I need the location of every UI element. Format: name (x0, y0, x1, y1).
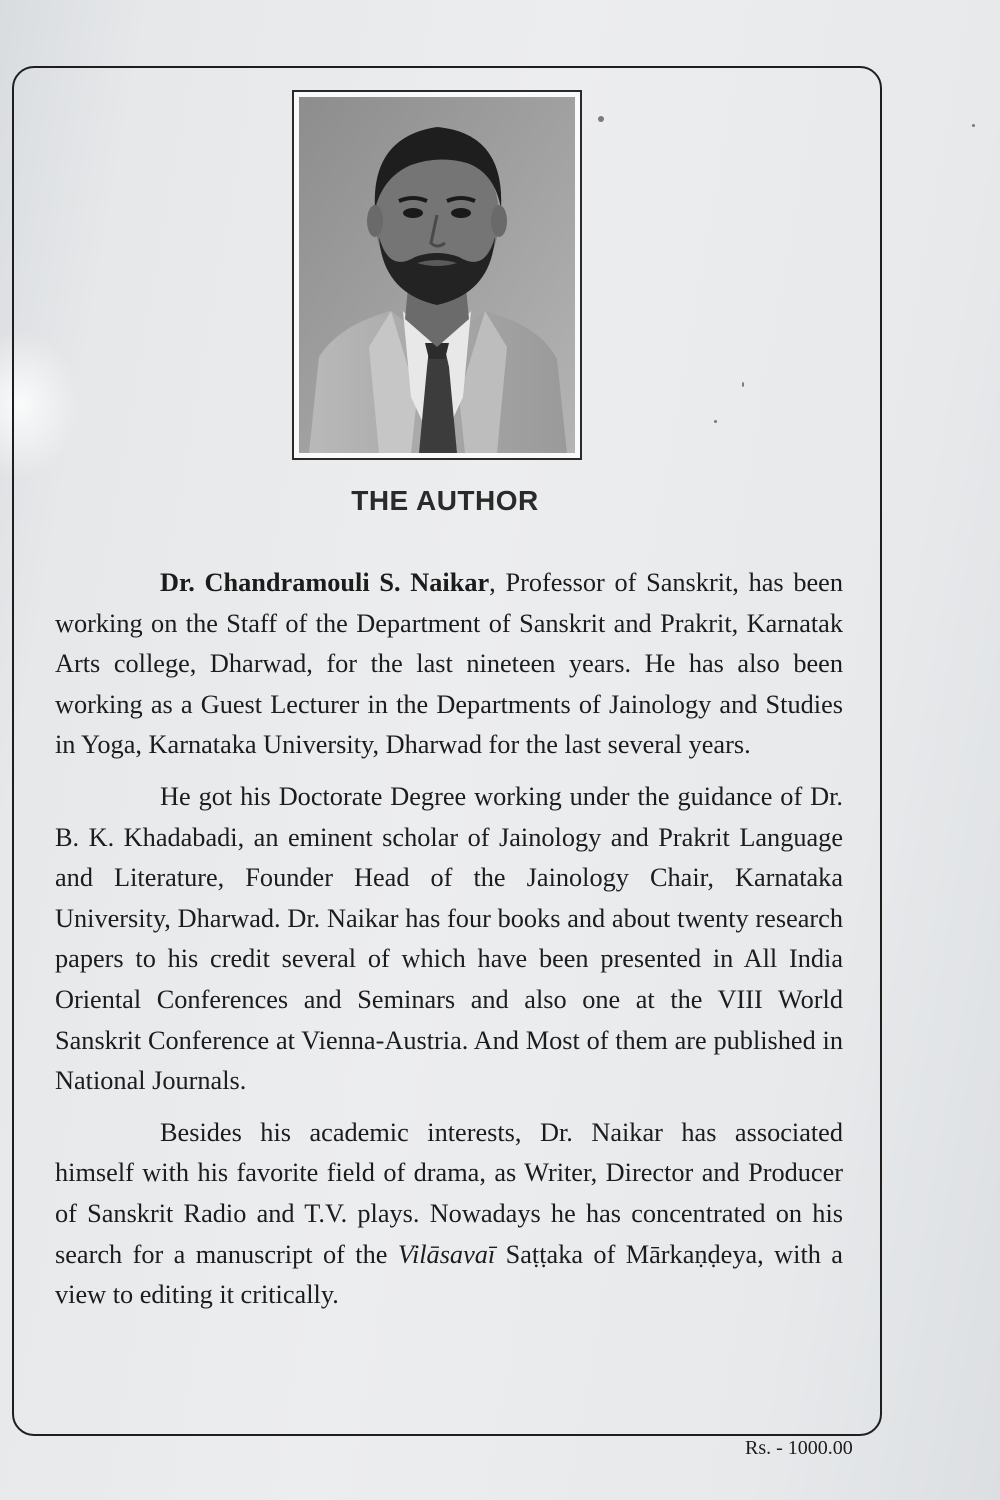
bio-paragraph-3-text-start: Besides his academic interests, Dr. Naikar has associated himself with his favorite field of drama, as Writer, Director and Producer of Sanskrit Radio and T.V. plays. Nowadays he has concentrated on his search for a manuscript of the (55, 1117, 843, 1269)
print-speck (742, 382, 744, 387)
author-biography (55, 563, 843, 1316)
section-heading: THE AUTHOR (351, 485, 539, 516)
print-speck (972, 124, 975, 127)
print-speck (598, 116, 604, 122)
bio-paragraph-3 (55, 1113, 843, 1316)
bio-paragraph-2: He got his Doctorate Degree working under the guidance of Dr. B. K. Khadabadi, an eminent scholar of Jainology and Prakrit Language and Literature, Founder Head of the Jainology Chair, Karnataka University, Dharwad. Dr. Naikar has four books and about twenty research papers to his credit several of which have been presented in All India Oriental Conferences and Seminars and also one at the VIII World Sanskrit Conference at Vienna-Austria. And Most of them are published in National Journals. (55, 781, 843, 1096)
author-photo (292, 90, 582, 460)
price-label: Rs. - 1000.00 (745, 1437, 853, 1459)
bio-paragraph-3-text-end: Saṭṭaka of Mārkaṇḍeya, with a view to editing it critically. (55, 1239, 843, 1310)
author-name: Dr. Chandramouli S. Naikar (160, 568, 490, 597)
work-title: Vilāsavaī (397, 1239, 496, 1269)
bio-paragraph-1 (55, 563, 843, 766)
bio-paragraph-1-text: , Professor of Sanskrit, has been working on the Staff of the Department of Sanskrit and Prakrit, Karnatak Arts college, Dharwad, for the last nineteen years. He has also been working as a Guest Lecturer in the Departments of Jainology and Studies in Yoga, Karnataka University, Dharwad for the last several years. (55, 568, 843, 760)
print-speck (714, 420, 717, 423)
